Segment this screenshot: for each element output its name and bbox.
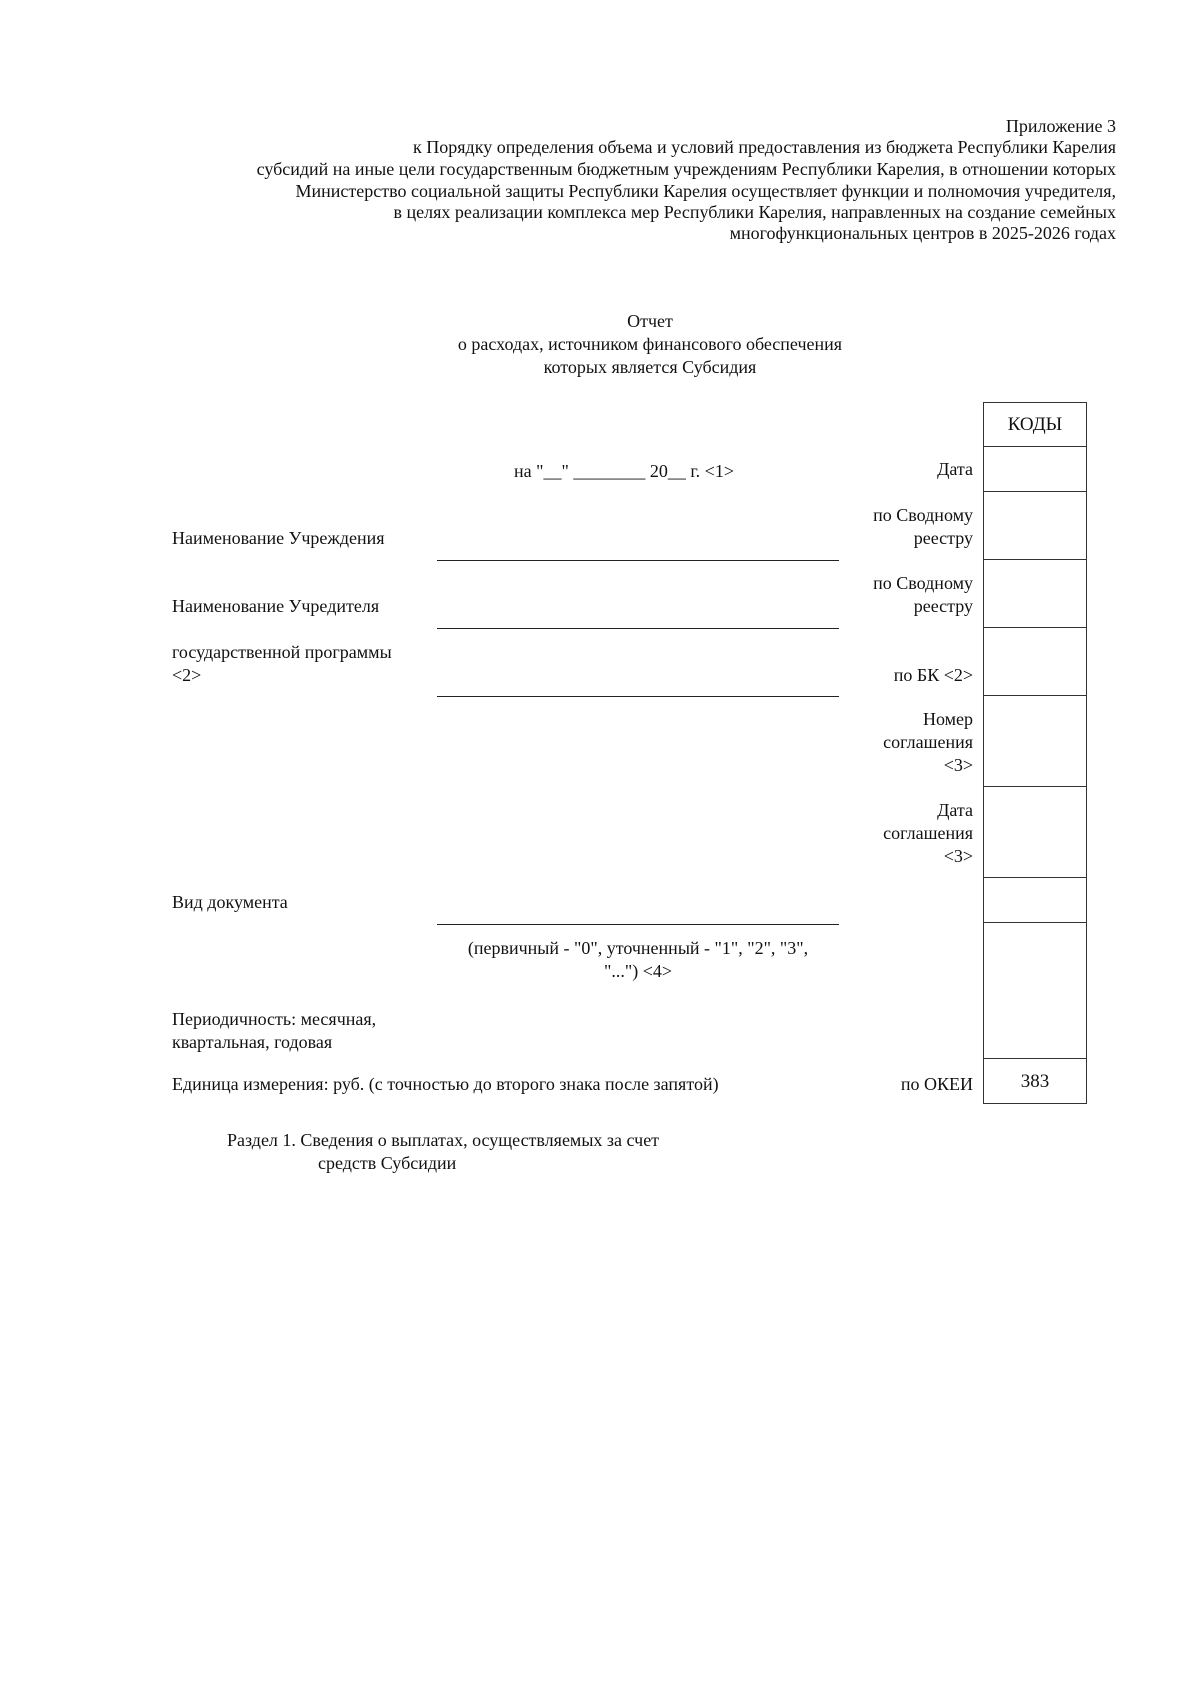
institution-field-line[interactable] [437,560,839,561]
section-heading: средств Субсидии [318,1153,457,1173]
doc-type-field-line[interactable] [437,924,839,925]
section-heading: Раздел 1. Сведения о выплатах, осуществляемых за счет [227,1130,660,1150]
program-label-note: <2> [172,665,202,685]
codes-registry-label: реестру [913,528,973,548]
report-title-line: которых является Субсидия [543,357,757,377]
codes-registry-label: реестру [913,596,973,616]
codes-header: КОДЫ [984,403,1087,447]
report-date-line: на "__" ________ 20__ г. <1> [514,461,734,481]
code-cell-periodicity[interactable] [984,923,1087,1059]
code-cell-registry-institution[interactable] [984,492,1087,560]
codes-registry-label: по Сводному [873,573,973,593]
code-cell-agreement-date[interactable] [984,787,1087,878]
codes-okei-label: по ОКЕИ [900,1074,973,1094]
codes-agreement-number-label: соглашения [883,732,973,752]
codes-table [983,402,1087,1104]
appendix-line: многофункциональных центров в 2025-2026 годах [729,223,1116,243]
codes-registry-label: по Сводному [873,505,973,525]
appendix-line: Министерство социальной защиты Республики Карелия осуществляет функции и полномочия учредителя, [295,181,1116,201]
report-title-line: о расходах, источником финансового обеспечения [457,334,843,354]
codes-date-label: Дата [937,459,973,479]
founder-label: Наименование Учредителя [172,596,380,616]
appendix-line: к Порядку определения объема и условий предоставления из бюджета Республики Карелия [413,137,1116,157]
codes-bk-label: по БК <2> [893,665,973,685]
doc-type-label: Вид документа [172,892,288,912]
report-title-line: Отчет [627,311,673,331]
periodicity-label: Периодичность: месячная, [172,1009,377,1029]
codes-agreement-number-label: Номер [922,709,973,729]
program-label: государственной программы [172,642,392,662]
institution-label: Наименование Учреждения [172,528,385,548]
doc-type-note: "...") <4> [604,961,672,981]
unit-label: Единица измерения: руб. (с точностью до второго знака после запятой) [172,1074,719,1094]
appendix-line: Приложение 3 [1005,116,1116,136]
doc-type-note: (первичный - "0", уточненный - "1", "2", "3", [467,938,809,958]
code-cell-doc-type[interactable] [984,878,1087,923]
code-cell-date[interactable] [984,447,1087,492]
founder-field-line[interactable] [437,628,839,629]
code-cell-bk[interactable] [984,628,1087,696]
periodicity-label: квартальная, годовая [172,1032,333,1052]
appendix-line: субсидий на иные цели государственным бюджетным учреждениям Республики Карелия, в отношении которых [256,159,1116,179]
codes-agreement-number-label: <3> [943,755,973,775]
codes-agreement-date-label: <3> [943,846,973,866]
code-cell-okei: 383 [984,1059,1087,1104]
program-field-line[interactable] [437,696,839,697]
code-cell-agreement-number[interactable] [984,696,1087,787]
codes-agreement-date-label: соглашения [883,823,973,843]
code-cell-registry-founder[interactable] [984,560,1087,628]
appendix-line: в целях реализации комплекса мер Республики Карелия, направленных на создание семейных [393,202,1116,222]
codes-agreement-date-label: Дата [937,800,973,820]
